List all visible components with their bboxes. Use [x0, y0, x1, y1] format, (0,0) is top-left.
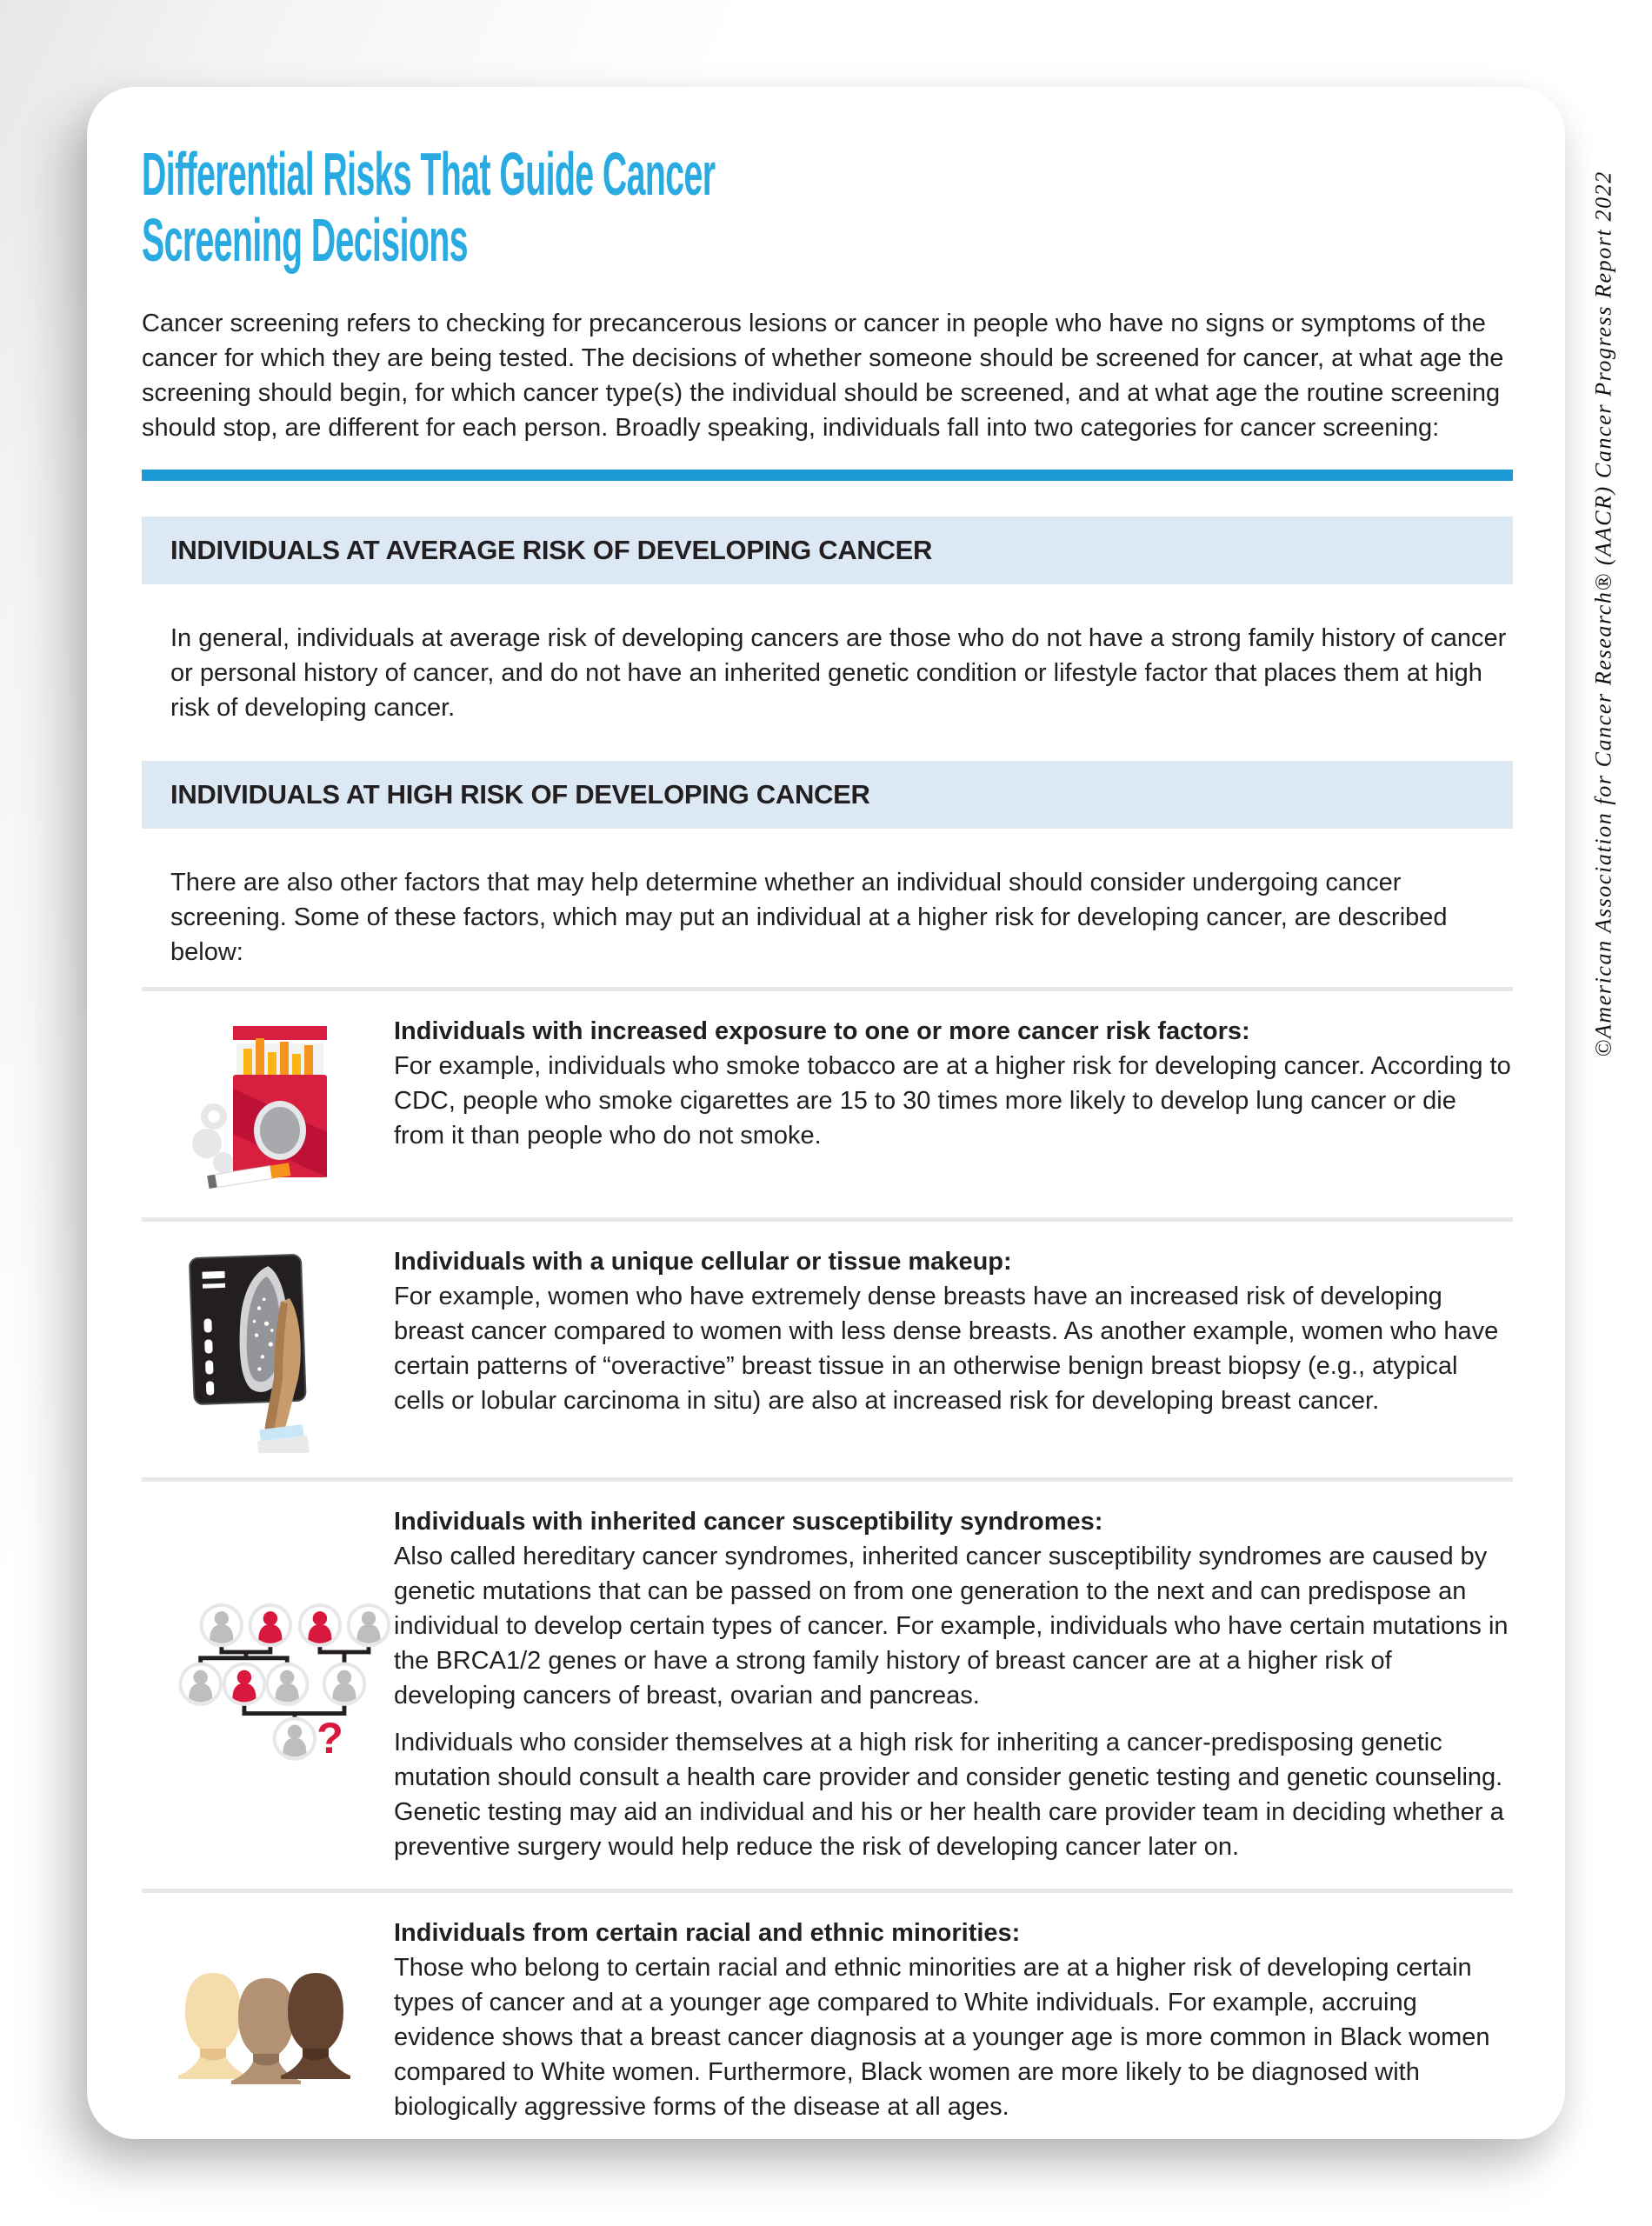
copyright-sidebar: ©American Association for Cancer Research® (AACR) Cancer Progress Report 2022 [1590, 170, 1616, 1057]
risk-item-inherited-text-1: Also called hereditary cancer syndromes, inherited cancer susceptibility syndromes are caused by genetic mutations that can be passed on from one generation to the next and can predispose an individual to develop certain types of cancer. For example, individuals who have certain mutations in the BRCA1/2 genes or have a strong family history of breast cancer are at a higher risk of developing cancers of breast, ovarian and pancreas. [394, 1543, 1509, 1709]
risk-item-tissue-text: For example, women who have extremely dense breasts have an increased risk of developing breast cancer compared to women with less dense breasts. As another example, women who have certain patterns of “overactive” breast tissue in an otherwise benign breast biopsy (e.g., atypical cells or lobular carcinoma in situ) are also at increased risk for developing breast cancer. [394, 1283, 1499, 1415]
intro-paragraph: Cancer screening refers to checking for precancerous lesions or cancer in people who have no signs or symptoms of the cancer for which they are being tested. The decisions of whether someone should be screened for cancer, at what age the screening should begin, for which cancer type(s) the individual should be screened, and at what age the routine screening should stop, are different for each person. Broadly speaking, individuals fall into two categories for cancer screening: [142, 310, 1504, 442]
section-header-average-risk-label: INDIVIDUALS AT AVERAGE RISK OF DEVELOPING CANCER [170, 535, 933, 565]
diverse-faces-icon [168, 1940, 368, 2114]
section-header-average-risk [142, 517, 1513, 584]
family-tree-icon [142, 1584, 394, 1771]
risk-item-tissue-makeup [142, 1217, 1513, 1477]
cigarette-pack-icon [181, 1019, 355, 1193]
mammogram-icon [185, 1248, 350, 1453]
page-title: Differential Risks That Guide Cancer Screening Decisions [142, 140, 716, 274]
high-risk-paragraph: There are also other factors that may help determine whether an individual should consider undergoing cancer screening. Some of these factors, which may put an individual at a higher risk for developing cancer, are described below: [170, 869, 1448, 966]
risk-item-racial-ethnic [142, 1889, 1513, 2139]
risk-item-racial-heading: Individuals from certain racial and ethnic minorities: [394, 1919, 1021, 1947]
risk-item-tissue-heading: Individuals with a unique cellular or tissue makeup: [394, 1248, 1012, 1276]
risk-item-racial-text: Those who belong to certain racial and ethnic minorities are at a higher risk of developing certain types of cancer and at a younger age compared to White individuals. For example, accruing evidence shows that a breast cancer diagnosis at a younger age is more common in Black women compared to White women. Furthermore, Black women are more likely to be diagnosed with biologically aggressive forms of the disease at all ages. [394, 1954, 1490, 2121]
risk-item-inherited-syndromes [142, 1477, 1513, 1889]
risk-item-exposure-text: For example, individuals who smoke tobacco are at a higher risk for developing cancer. According to CDC, people who smoke cigarettes are 15 to 30 times more likely to develop lung cancer or die from it than people who do not smoke. [394, 1052, 1511, 1150]
svg-text:?: ? [316, 1714, 343, 1763]
average-risk-paragraph: In general, individuals at average risk of developing cancers are those who do not have a strong family history of cancer or personal history of cancer, and do not have an inherited genetic condition or lifestyle factor that places them at high risk of developing cancer. [170, 624, 1507, 722]
risk-item-inherited-heading: Individuals with inherited cancer susceptibility syndromes: [394, 1508, 1103, 1536]
risk-factor-list [142, 987, 1513, 2139]
risk-item-exposure [142, 987, 1513, 1217]
report-page [87, 87, 1565, 2139]
risk-item-inherited-text-2: Individuals who consider themselves at a high risk for inheriting a cancer-predisposing genetic mutation should consult a health care provider and consider genetic testing and genetic counseling. Genetic testing may aid an individual and his or her health care provider team in deciding whether a preventive surgery would help reduce the risk of developing cancer later on. [394, 1729, 1504, 1861]
risk-item-exposure-heading: Individuals with increased exposure to one or more cancer risk factors: [394, 1017, 1250, 1045]
blue-divider-rule [142, 470, 1513, 481]
section-header-high-risk-label: INDIVIDUALS AT HIGH RISK OF DEVELOPING CANCER [170, 779, 870, 810]
section-header-high-risk [142, 761, 1513, 829]
